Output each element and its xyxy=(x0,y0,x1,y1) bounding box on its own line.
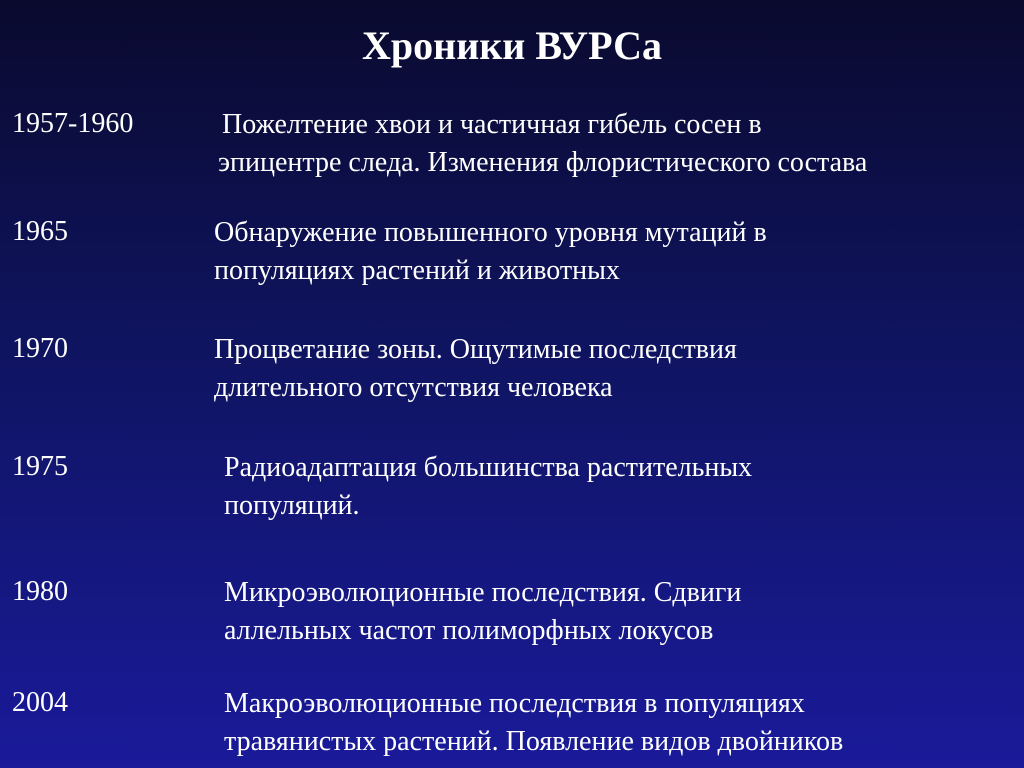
page-title: Хроники ВУРСа xyxy=(362,23,662,68)
event-description-line: популяциях растений и животных xyxy=(214,255,620,286)
event-description xyxy=(224,449,752,525)
event-description-line: Макроэволюционные последствия в популяциях xyxy=(224,688,805,719)
event-description-line: травянистых растений. Появление видов двойников xyxy=(224,726,844,757)
event-year: 1957-1960 xyxy=(12,108,134,139)
event-description-line: Радиоадаптация большинства растительных xyxy=(224,452,753,483)
event-year: 1965 xyxy=(12,216,68,247)
event-description-line: популяций. xyxy=(224,490,360,521)
event-description-line: эпицентре следа. Изменения флористического состава xyxy=(218,147,868,178)
event-description-line: Пожелтение хвои и частичная гибель сосен в xyxy=(222,109,762,140)
event-description xyxy=(218,106,867,182)
event-year: 1980 xyxy=(12,576,68,607)
event-year: 2004 xyxy=(12,687,68,718)
event-description-line: аллельных частот полиморфных локусов xyxy=(224,615,714,646)
event-year: 1975 xyxy=(12,451,68,482)
event-description xyxy=(214,331,737,407)
event-description xyxy=(224,574,741,650)
event-description xyxy=(214,214,767,290)
event-description-line: длительного отсутствия человека xyxy=(214,372,613,403)
event-description-line: Процветание зоны. Ощутимые последствия xyxy=(214,334,737,365)
event-description-line: Обнаружение повышенного уровня мутаций в xyxy=(214,217,767,248)
event-description-line: Микроэволюционные последствия. Сдвиги xyxy=(224,577,742,608)
event-description xyxy=(224,685,843,761)
event-year: 1970 xyxy=(12,333,68,364)
